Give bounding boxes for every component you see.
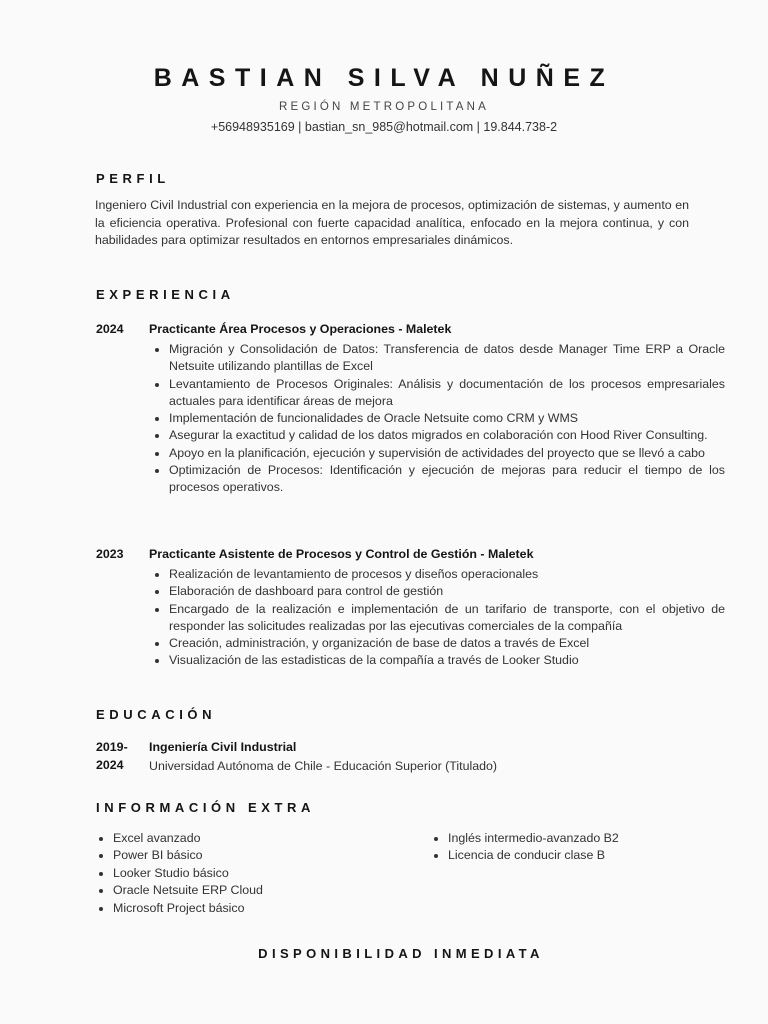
job-bullet: • Encargado de la realización e implementación de un tarifario de transporte, con el objetivo de responder las solicitudes realizadas por las ejecutivas comerciales de la compañía <box>169 601 725 636</box>
availability-footer: DISPONIBILIDAD INMEDIATA <box>258 946 544 961</box>
education-entry <box>96 739 716 775</box>
job-year: 2023 <box>96 547 124 561</box>
region-label: REGIÓN METROPOLITANA <box>278 101 490 113</box>
extra-list-left <box>96 830 413 917</box>
profile-summary: Ingeniero Civil Industrial con experiencia en la mejora de procesos, optimización de sistemas, y aumento en la eficiencia operativa. Profesional con fuerte capacidad analítica, enfocado en la mejora continua, y con habilidades para optimizar resultados en entornos empresariales dinámicos. <box>95 198 689 247</box>
section-heading-extra: INFORMACIÓN EXTRA <box>96 800 316 815</box>
job-bullets <box>149 341 725 497</box>
job-bullet: • Apoyo en la planificación, ejecución y supervisión de actividades del proyecto que se llevó a cabo <box>169 445 725 462</box>
extra-item: • Inglés intermedio-avanzado B2 <box>448 830 728 847</box>
section-heading-perfil: PERFIL <box>96 171 170 186</box>
job-bullet: • Migración y Consolidación de Datos: Transferencia de datos desde Manager Time ERP a Oracle Netsuite utilizando plantillas de Excel <box>169 341 725 376</box>
section-heading-experiencia: EXPERIENCIA <box>96 287 235 302</box>
extra-item: • Excel avanzado <box>113 830 413 847</box>
job-bullet: • Optimización de Procesos: Identificación y ejecución de mejoras para reducir el tiempo de los procesos operativos. <box>169 462 725 497</box>
job-bullet: • Visualización de las estadisticas de la compañía a través de Looker Studio <box>169 652 725 669</box>
job-bullet: • Implementación de funcionalidades de Oracle Netsuite como CRM y WMS <box>169 410 725 427</box>
section-heading-educacion: EDUCACIÓN <box>96 707 217 722</box>
candidate-name: BASTIAN SILVA NUÑEZ <box>153 64 615 92</box>
extra-list-right <box>431 830 728 865</box>
extra-item: • Power BI básico <box>113 847 413 864</box>
education-degree: Ingeniería Civil Industrial <box>149 740 297 754</box>
job-bullet: • Levantamiento de Procesos Originales: Análisis y documentación de los procesos empresariales actuales para identificar áreas de mejora <box>169 376 725 411</box>
job-title: Practicante Área Procesos y Operaciones - Maletek <box>149 322 452 336</box>
job-bullet: • Asegurar la exactitud y calidad de los datos migrados en colaboración con Hood River Consulting. <box>169 427 725 444</box>
job-year: 2024 <box>96 322 124 336</box>
extra-item: • Licencia de conducir clase B <box>448 847 728 864</box>
extra-item: • Microsoft Project básico <box>113 900 413 917</box>
education-years: 2019-2024 <box>96 740 128 772</box>
job-title: Practicante Asistente de Procesos y Control de Gestión - Maletek <box>149 547 534 561</box>
job-bullet: • Creación, administración, y organización de base de datos a través de Excel <box>169 635 725 652</box>
contact-line: +56948935169 | bastian_sn_985@hotmail.com | 19.844.738-2 <box>210 120 558 134</box>
job-bullet: • Realización de levantamiento de procesos y diseños operacionales <box>169 566 725 583</box>
job-bullet: • Elaboración de dashboard para control de gestión <box>169 583 725 600</box>
job-bullets <box>149 566 725 670</box>
extra-item: • Looker Studio básico <box>113 865 413 882</box>
extra-item: • Oracle Netsuite ERP Cloud <box>113 882 413 899</box>
education-school: Universidad Autónoma de Chile - Educación Superior (Titulado) <box>149 759 498 773</box>
